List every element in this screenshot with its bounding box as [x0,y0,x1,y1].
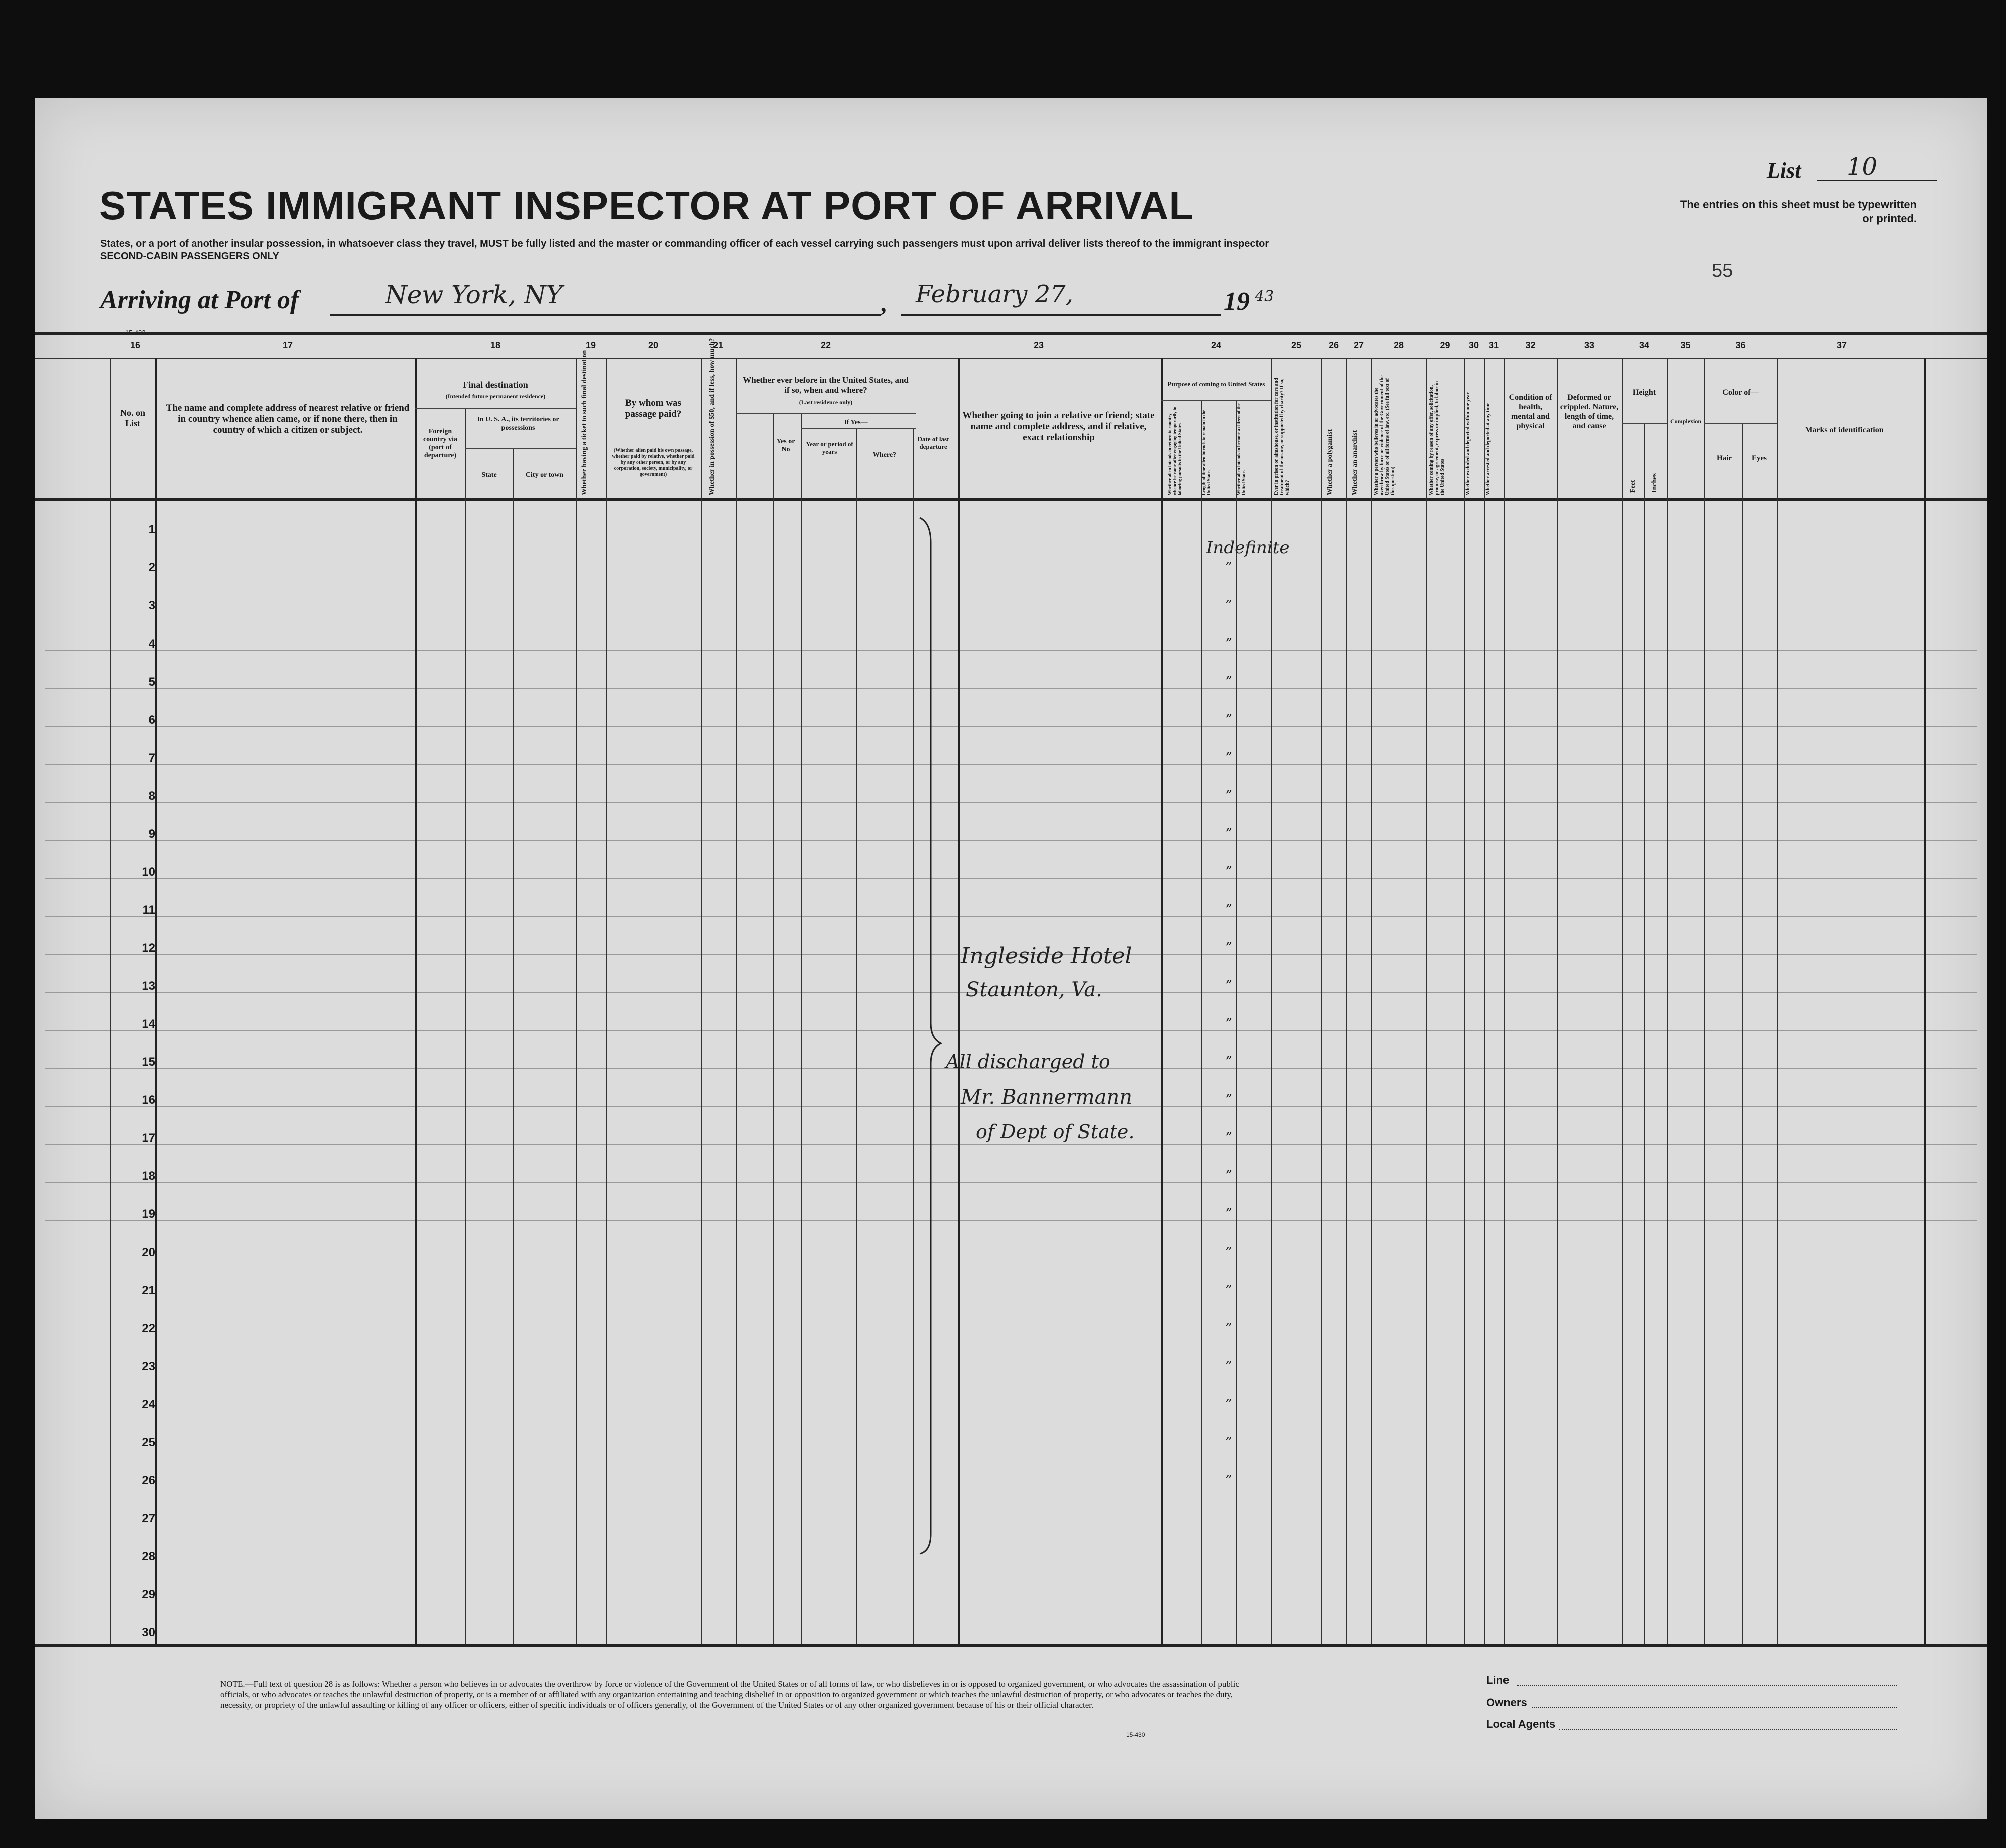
header-purpose-citizen: Whether alien intends to become a citizen of the United States [1236,403,1246,495]
row-number: 29 [142,1588,155,1601]
ditto-mark: ” [1225,1206,1232,1221]
column-rule [1777,358,1778,1644]
ditto-mark: ” [1225,598,1232,613]
ditto-mark: ” [1225,1245,1232,1260]
row-number: 7 [148,751,155,765]
row-number: 12 [142,941,155,955]
column-rule [155,358,157,1644]
header-state: State [481,471,497,479]
date-value: February 27, [916,280,1073,308]
row-number: 13 [142,979,155,993]
row-number: 22 [142,1322,155,1335]
row-number: 25 [142,1436,155,1449]
colnum-22: 22 [820,340,831,350]
header-deformed: Deformed or crippled. Nature, length of time, and cause [1560,393,1619,430]
ditto-mark: ” [1225,1435,1232,1450]
column-rule [1644,423,1645,1644]
ditto-mark: ” [1225,940,1232,955]
row-number: 15 [142,1055,155,1069]
header-fifty-dollars: Whether in possession of $50, and if less, how much? [708,338,716,495]
header-eyes: Eyes [1752,454,1767,462]
subheader-rule [801,428,916,429]
column-rule [958,358,960,1644]
row-number: 10 [142,865,155,879]
row-number: 30 [142,1626,155,1639]
column-rule [415,358,417,1644]
ditto-mark: ” [1225,864,1232,879]
ditto-mark: ” [1225,1168,1232,1183]
header-complexion: Complexion [1670,418,1701,425]
ditto-mark: ” [1225,1016,1232,1031]
ditto-mark: ” [1225,788,1232,803]
row-number: 14 [142,1017,155,1031]
discharge-note-line1: All discharged to [946,1051,1110,1073]
ditto-mark: ” [1225,636,1232,651]
colnum-37: 37 [1836,340,1847,350]
row-number: 20 [142,1246,155,1259]
form-code: 15-432 [125,329,146,336]
column-rule [1371,358,1372,1644]
column-rule [1346,358,1347,1644]
discharge-note-line3: of Dept of State. [976,1121,1135,1143]
column-rule [1236,400,1237,1644]
line-field [1517,1685,1897,1686]
row-rule [45,878,1977,879]
row-number: 18 [142,1169,155,1183]
instructions-text: States, or a port of another insular possession, in whatsoever class they travel, MUST be fully listed and the master or commanding officer of each vessel carrying such passengers must upon arrival deliver lists thereof to the immigrant inspector [100,238,1269,249]
colnum-21: 21 [713,340,724,350]
colnum-34: 34 [1639,340,1650,350]
subheader-rule [1704,423,1777,424]
column-rule [1426,358,1427,1644]
colnum-33: 33 [1584,340,1595,350]
colnum-36: 36 [1735,340,1746,350]
owners-label: Owners [1486,1696,1527,1709]
header-nearest-relative: The name and complete address of nearest relative or friend in country whence alien came, or if none there, then in country of which a citizen or subject. [166,403,410,435]
column-rule [1504,358,1505,1644]
column-rule [1201,400,1202,1644]
header-if-yes: If Yes— [844,419,868,426]
row-number: 8 [148,789,155,803]
footer-form-code: 15-430 [1126,1731,1145,1738]
column-number-row-border [35,358,1987,359]
sheet-number: 55 [1712,260,1733,281]
header-city-town: City or town [525,471,564,479]
ditto-mark: ” [1225,560,1232,575]
colnum-26: 26 [1328,340,1339,350]
ditto-mark: ” [1225,750,1232,765]
colnum-29: 29 [1440,340,1450,350]
header-labor-offer: Whether coming by reason of any offer, solicitation, promise, or agreement, express or implied, to labor in the United States [1429,381,1445,495]
list-number: 10 [1847,153,1878,181]
column-rule [1321,358,1322,1644]
manifest-sheet [35,98,1987,1819]
header-deported: Whether arrested and deported at any time [1485,402,1491,495]
entries-note: The entries on this sheet must be typewritten or printed. [1680,198,1917,225]
row-number: 16 [142,1093,155,1107]
header-passage-paid-note: (Whether alien paid his own passage, whether paid by relative, whether paid by any other person, or by any corporation, society, municipality, or government) [612,448,695,477]
ditto-mark: ” [1225,978,1232,993]
row-rule [45,764,1977,765]
colnum-25: 25 [1291,340,1302,350]
column-rule [465,408,466,1644]
header-purpose: Purpose of coming to United States [1167,380,1265,388]
join-note-line2: Staunton, Va. [966,978,1102,1001]
subheader-rule [1161,400,1271,401]
header-question-28: Whether a person who believes in or advocates the overthrow by force or violence of the Government of the United States or of all forms of law, etc. (See full text of this question) [1374,375,1396,495]
row-number: 4 [148,637,155,651]
row-number: 17 [142,1131,155,1145]
colnum-19: 19 [585,340,596,350]
row-number: 28 [142,1550,155,1563]
row-number: 11 [142,903,155,917]
ditto-mark: ” [1225,902,1232,917]
column-rule [701,358,702,1644]
row-rule [45,726,1977,727]
question-28-note: NOTE.—Full text of question 28 is as follows: Whether a person who believes in or advocates the overthrow by force or violence of the Government of the United States or of all forms of law, or who disbelieves in or is opposed to organized government, or who advocates the assassination of public officials, or who advocates or teaches the unlawful destruction of property, or is a member of or affiliated with any organization entertaining and teaching disbelief in or opposition to organized government or which teaches the unlawful destruction of property, or who advocates or teaches the duty, necessity, or propriety of the unlawful assaulting or killing of any officer or officers, either of specific individuals or of officers generally, of the Government of the United States or of any other organized government because of his or their official character. [220,1679,1239,1710]
colnum-24: 24 [1211,340,1222,350]
comma: , [881,291,887,316]
header-bottom-border [35,498,1987,501]
header-in-usa: In U. S. A., its territories or possessions [477,416,559,432]
column-rule [1464,358,1465,1644]
column-rule [1622,358,1623,1644]
header-hair: Hair [1717,454,1732,462]
colnum-18: 18 [490,340,501,350]
header-final-destination: Final destination [463,380,528,390]
colnum-31: 31 [1488,340,1499,350]
column-rule [801,413,802,1644]
header-marks: Marks of identification [1805,426,1884,434]
column-rule [1161,358,1163,1644]
cabin-class-label: SECOND-CABIN PASSENGERS ONLY [100,251,279,262]
colnum-23: 23 [1033,340,1044,350]
header-foreign-country: Foreign country via (port of departure) [423,428,458,459]
column-rule [110,358,111,1644]
header-purpose-return: Whether alien intends to return to country whence he came after engaging temporarily in laboring pursuits in the United States [1167,406,1182,495]
row-rule [45,840,1977,841]
column-rule [1742,423,1743,1644]
colnum-20: 20 [648,340,659,350]
column-rule [1924,358,1926,1644]
colnum-28: 28 [1393,340,1404,350]
subheader-rule [1622,423,1667,424]
local-agents-label: Local Agents [1486,1718,1556,1730]
row-rule [45,1220,1977,1221]
date-underline [901,314,1221,316]
column-rule [913,428,914,1644]
column-rule [513,448,514,1644]
discharge-note-line2: Mr. Bannermann [961,1086,1132,1109]
header-inches: Inches [1651,473,1658,493]
column-rule [856,428,857,1644]
column-rule [736,358,737,1644]
row-number: 6 [148,713,155,727]
purpose-entry: Indefinite [1206,538,1290,558]
colnum-35: 35 [1680,340,1691,350]
page-title: STATES IMMIGRANT INSPECTOR AT PORT OF ARRIVAL [99,183,1194,228]
header-color-of: Color of— [1722,388,1759,397]
row-number: 21 [142,1284,155,1297]
row-number: 1 [148,523,155,536]
table-top-border [35,332,1987,335]
ditto-mark: ” [1225,1321,1232,1336]
colnum-30: 30 [1468,340,1479,350]
header-last-departure: Date of last departure [917,435,949,450]
row-number: 23 [142,1360,155,1373]
row-rule [45,802,1977,803]
header-yes-no: Yes or No [776,438,795,453]
ditto-mark: ” [1225,1359,1232,1374]
ditto-mark: ” [1225,674,1232,689]
colnum-17: 17 [282,340,293,350]
row-number: 19 [142,1207,155,1221]
bracket-mark [916,513,956,1564]
header-join-relative: Whether going to join a relative or friend; state name and complete address, and if relative, exact relationship [962,410,1155,443]
port-underline [330,314,881,316]
column-rule [1704,358,1705,1644]
header-last-residence: (Last residence only) [799,399,853,406]
port-value: New York, NY [385,280,563,309]
row-rule [45,688,1977,689]
ditto-mark: ” [1225,1397,1232,1412]
ditto-mark: ” [1225,1092,1232,1107]
colnum-27: 27 [1353,340,1364,350]
header-years: Year or period of years [806,440,853,455]
arriving-label: Arriving at Port of [100,286,299,314]
column-rule [1484,358,1485,1644]
join-note-line1: Ingleside Hotel [961,943,1132,969]
subheader-rule [465,448,576,449]
column-rule [606,358,607,1644]
ditto-mark: ” [1225,1473,1232,1488]
row-number: 5 [148,675,155,689]
header-height: Height [1632,388,1656,397]
ditto-mark: ” [1225,1283,1232,1298]
header-excluded: Whether excluded and deported within one year [1465,392,1471,495]
line-label: Line [1486,1674,1510,1686]
row-rule [45,1144,1977,1145]
row-rule [45,1182,1977,1183]
header-where: Where? [872,451,897,459]
header-polygamist: Whether a polygamist [1326,429,1334,495]
row-number: 2 [148,561,155,574]
ditto-mark: ” [1225,1130,1232,1145]
year-prefix: 19 [1224,287,1250,316]
row-number: 9 [148,827,155,841]
header-health: Condition of health, mental and physical [1509,393,1552,430]
row-rule [45,1030,1977,1031]
owners-field [1532,1707,1897,1708]
header-passage-paid: By whom was passage paid? [625,398,682,419]
header-no-on-list: No. on List [120,408,145,428]
column-rule [1557,358,1558,1644]
column-rule [1667,358,1668,1644]
header-feet: Feet [1629,480,1637,493]
row-number: 26 [142,1474,155,1487]
column-rule [773,413,774,1644]
colnum-16: 16 [130,340,141,350]
row-rule [45,650,1977,651]
header-prison: Ever in prison or almshouse, or institution for care and treatment of the insane, or supported by charity? If so, which? [1274,378,1290,495]
header-ticket: Whether having a ticket to such final destination [581,350,588,495]
header-anarchist: Whether an anarchist [1351,430,1359,495]
header-purpose-length: Length of time alien intends to remain in the United States [1201,410,1211,495]
local-agents-field [1559,1729,1897,1730]
row-number: 27 [142,1512,155,1525]
ditto-mark: ” [1225,1054,1232,1069]
row-number: 24 [142,1398,155,1411]
header-before-in-us: Whether ever before in the United States, and if so, when and where? [743,375,909,395]
row-rule [45,916,1977,917]
column-rule [576,358,577,1644]
table-bottom-border [35,1644,1987,1647]
row-number: 3 [148,599,155,612]
ditto-mark: ” [1225,712,1232,727]
ditto-mark: ” [1225,826,1232,841]
subheader-rule [415,408,576,409]
list-label: List [1767,158,1801,183]
subheader-rule [736,413,916,414]
year-suffix: 43 [1255,288,1274,305]
header-final-destination-note: (Intended future permanent residence) [445,393,546,400]
colnum-32: 32 [1525,340,1536,350]
